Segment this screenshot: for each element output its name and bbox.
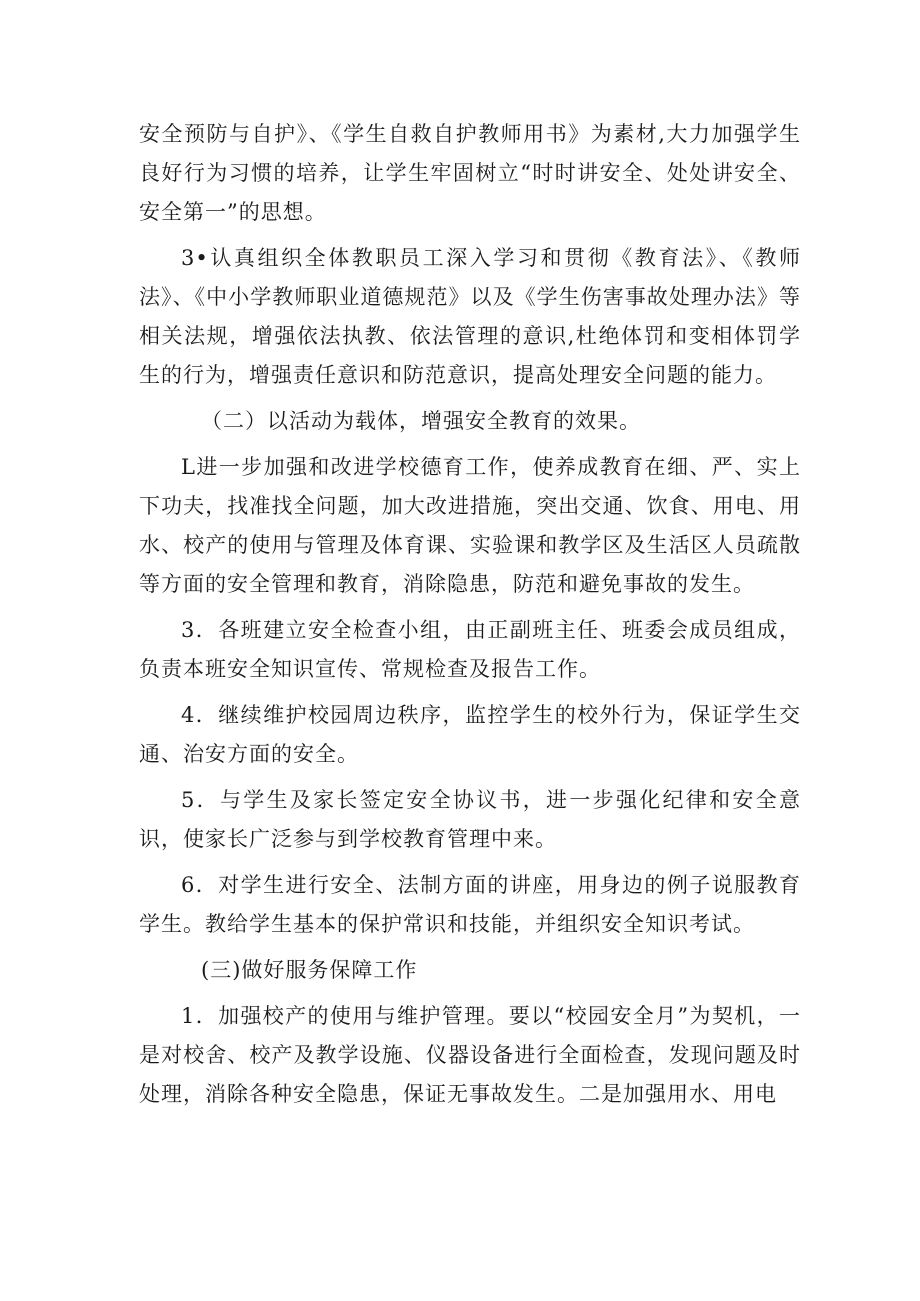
paragraph-item-1-property-management: 1．加强校产的使用与维护管理。要以“校园安全月”为契机，一是对校舍、校产及教学设施、仪器设备进行全面检查，发现问题及时处理，消除各种安全隐患，保证无事故发生。二是加强用水、用电 — [139, 1004, 801, 1106]
paragraph-item-3-laws: 3•认真组织全体教职员工深入学习和贯彻《教育法》、《教师法》、《中小学教师职业道德规范》以及《学生伤害事故处理办法》等相关法规，增强依法执教、依法管理的意识,杜绝体罚和变相体罚学生的行为，增强责任意识和防范意识，提高处理安全问题的能力。 — [139, 246, 801, 387]
paragraph-safety-materials: 安全预防与自护》、《学生自救自护教师用书》为素材,大力加强学生良好行为习惯的培养，让学生牢固树立“时时讲安全、处处讲安全、安全第一”的思想。 — [139, 122, 801, 224]
paragraph-item-4-campus-order: 4．继续维护校园周边秩序，监控学生的校外行为，保证学生交通、治安方面的安全。 — [139, 703, 801, 766]
section-heading-service: (三)做好服务保障工作 — [201, 958, 418, 982]
section-heading-activities: （二）以活动为载体，增强安全教育的效果。 — [201, 409, 641, 433]
document-body — [139, 115, 801, 1121]
paragraph-item-3-inspection-groups: 3．各班建立安全检查小组，由正副班主任、班委会成员组成，负责本班安全知识宣传、常规检查及报告工作。 — [139, 618, 801, 681]
paragraph-item-6-lectures: 6．对学生进行安全、法制方面的讲座，用身边的例子说服教育学生。教给学生基本的保护常识和技能，并组织安全知识考试。 — [139, 873, 801, 936]
paragraph-item-1-moral-education: L进一步加强和改进学校德育工作，使养成教育在细、严、实上下功夫，找准找全问题，加大改进措施，突出交通、饮食、用电、用水、校产的使用与管理及体育课、实验课和教学区及生活区人员疏散等方面的安全管理和教育，消除隐患，防范和避免事故的发生。 — [139, 455, 801, 596]
paragraph-item-5-safety-agreement: 5．与学生及家长签定安全协议书，进一步强化纪律和安全意识，使家长广泛参与到学校教育管理中来。 — [139, 788, 801, 851]
